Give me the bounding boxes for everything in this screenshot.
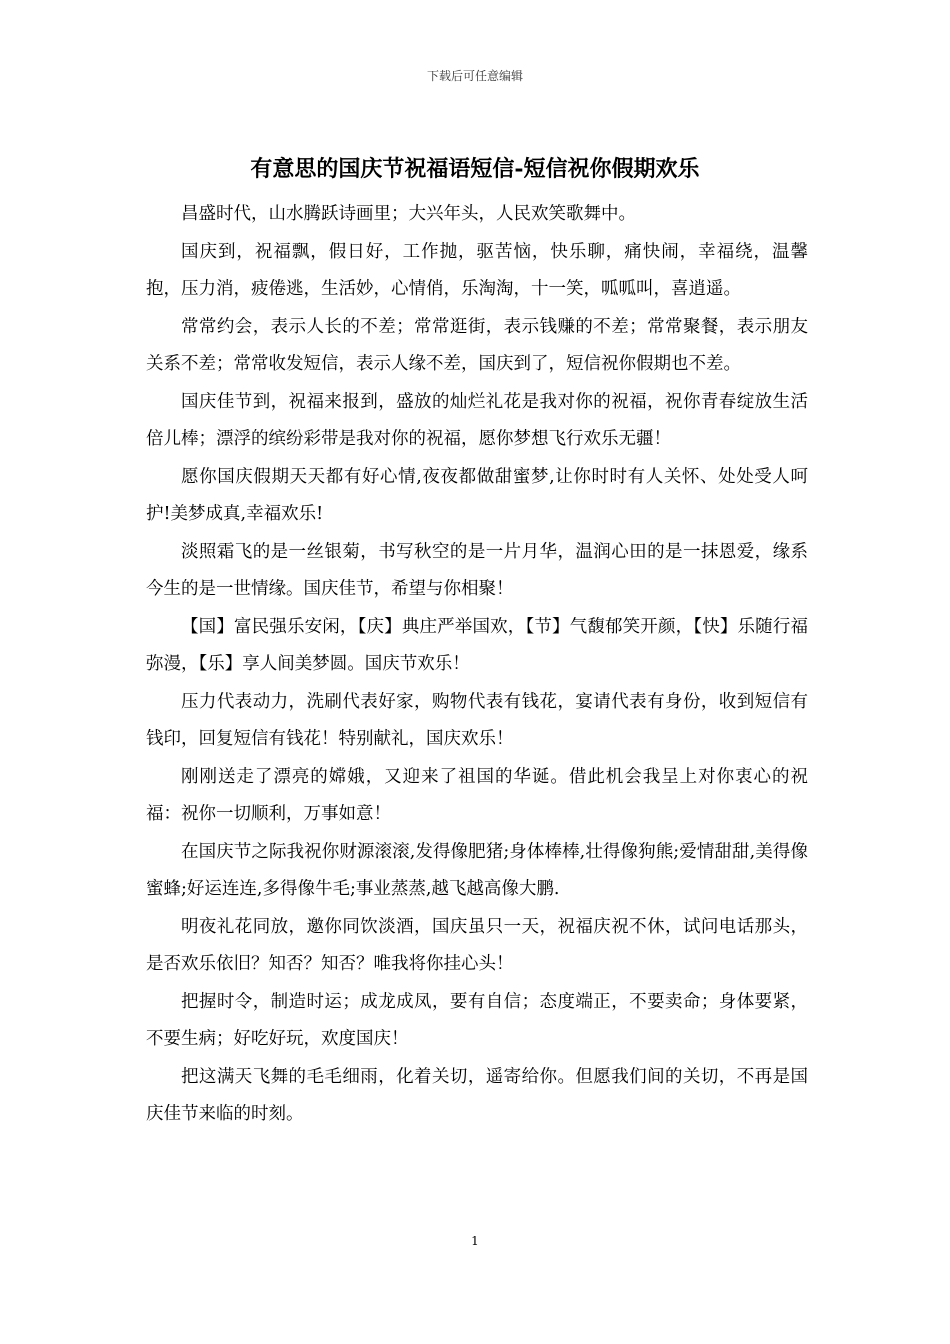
page-number: 1: [471, 1234, 479, 1248]
paragraph: 在国庆节之际我祝你财源滚滚,发得像肥猪;身体棒棒,壮得像狗熊;爱情甜甜,美得像蜜蜂;好运连连,多得像牛毛;事业蒸蒸,越飞越高像大鹏.: [146, 841, 808, 899]
page-header: 下载后可任意编辑: [426, 69, 523, 83]
paragraph: 把这满天飞舞的毛毛细雨，化着关切，遥寄给你。但愿我们间的关切，不再是国庆佳节来临的时刻。: [146, 1066, 808, 1124]
document-title: 有意思的国庆节祝福语短信-短信祝你假期欢乐: [250, 156, 700, 182]
paragraph: 把握时令，制造时运；成龙成凤，要有自信；态度端正，不要卖命；身体要紧，不要生病；好吃好玩，欢度国庆！: [146, 991, 808, 1049]
paragraph: 国庆到，祝福飘，假日好，工作抛，驱苦恼，快乐聊，痛快闹，幸福绕，温馨抱，压力消，疲倦逃，生活妙，心情俏，乐淘淘，十一笑，呱呱叫，喜逍遥。: [146, 241, 808, 299]
paragraph: 刚刚送走了漂亮的嫦娥，又迎来了祖国的华诞。借此机会我呈上对你衷心的祝福：祝你一切顺利，万事如意！: [146, 766, 808, 824]
paragraph: 压力代表动力，洗刷代表好家，购物代表有钱花，宴请代表有身份，收到短信有钱印，回复短信有钱花！特别献礼，国庆欢乐！: [146, 691, 808, 749]
document-body: [146, 196, 808, 1134]
paragraph: 常常约会，表示人长的不差；常常逛街，表示钱赚的不差；常常聚餐，表示朋友关系不差；常常收发短信，表示人缘不差，国庆到了，短信祝你假期也不差。: [146, 316, 808, 374]
paragraph: 昌盛时代，山水腾跃诗画里；大兴年头，人民欢笑歌舞中。: [181, 204, 636, 224]
paragraph: 淡照霜飞的是一丝银菊，书写秋空的是一片月华，温润心田的是一抹恩爱，缘系今生的是一世情缘。国庆佳节，希望与你相聚！: [146, 541, 808, 599]
paragraph: 明夜礼花同放，邀你同饮淡酒，国庆虽只一天，祝福庆祝不休，试问电话那头，是否欢乐依旧？知否？知否？唯我将你挂心头！: [146, 916, 808, 974]
paragraph: 【国】富民强乐安闲，【庆】典庄严举国欢，【节】气馥郁笑开颜，【快】乐随行福弥漫，【乐】享人间美梦圆。国庆节欢乐！: [146, 616, 808, 674]
paragraph: 愿你国庆假期天天都有好心情,夜夜都做甜蜜梦,让你时时有人关怀、处处受人呵护!美梦成真,幸福欢乐!: [146, 466, 808, 524]
paragraph: 国庆佳节到，祝福来报到，盛放的灿烂礼花是我对你的祝福，祝你青春绽放生活倍儿棒；漂浮的缤纷彩带是我对你的祝福，愿你梦想飞行欢乐无疆！: [146, 391, 808, 449]
